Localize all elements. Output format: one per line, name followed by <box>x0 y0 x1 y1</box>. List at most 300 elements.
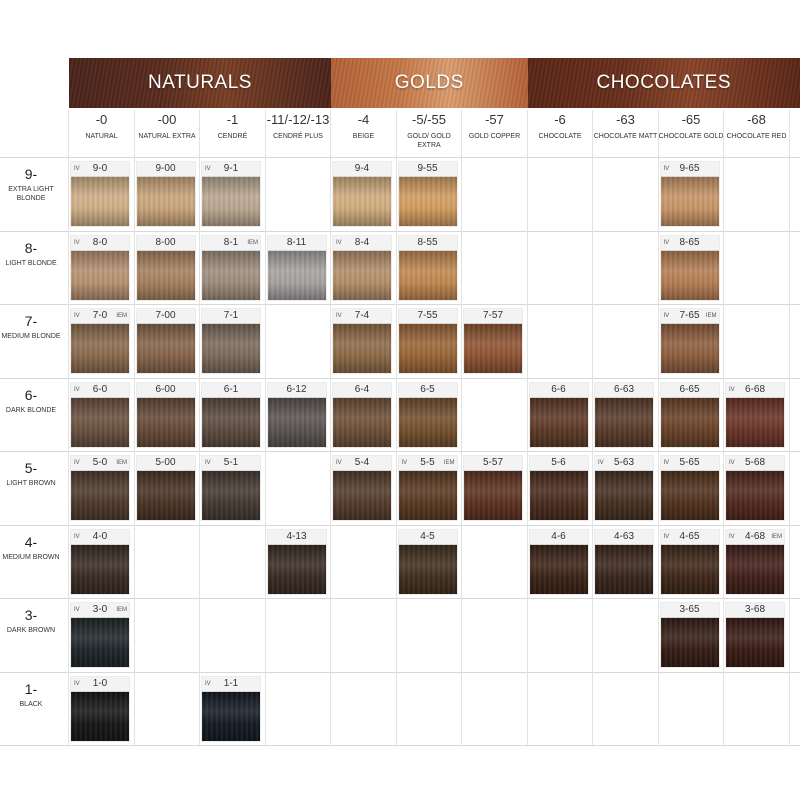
shade-code: 6-5 <box>420 383 435 395</box>
hair-sample <box>137 324 195 373</box>
shade-code: 5-00 <box>155 457 176 468</box>
shade-label <box>71 383 129 398</box>
shade-label <box>661 236 719 251</box>
hair-sample <box>661 398 719 447</box>
column-name: GOLD COPPER <box>468 133 521 140</box>
shade-swatch[interactable] <box>661 603 719 667</box>
iv-badge: IV <box>663 533 670 540</box>
hair-sample <box>268 251 326 300</box>
iv-badge: IV <box>74 239 80 246</box>
hair-sample <box>595 471 653 520</box>
column-divider <box>199 110 200 745</box>
shade-swatch[interactable] <box>399 162 457 226</box>
column-code: -5/-55 <box>412 112 446 127</box>
shade-code: 8-65 <box>679 236 700 248</box>
shade-swatch[interactable] <box>137 236 195 300</box>
hair-sample <box>137 398 195 447</box>
shade-swatch[interactable] <box>595 383 653 447</box>
hair-sample <box>661 618 719 667</box>
shade-code: 3-65 <box>679 604 700 615</box>
column-divider <box>789 110 790 745</box>
shade-label <box>530 383 588 398</box>
shade-label <box>661 530 719 545</box>
shade-swatch[interactable] <box>726 603 784 667</box>
column-code: -4 <box>357 112 370 127</box>
shade-code: 5-68 <box>744 457 765 468</box>
shade-label <box>661 309 719 324</box>
hair-sample <box>202 692 260 741</box>
shade-swatch[interactable] <box>202 383 260 447</box>
shade-code: 6-12 <box>286 383 307 395</box>
hair-sample <box>71 618 129 667</box>
shade-label <box>71 677 129 692</box>
shade-code: 8-55 <box>417 236 438 248</box>
shade-label <box>399 456 457 471</box>
shade-swatch[interactable] <box>71 530 129 594</box>
column-divider <box>723 110 724 745</box>
shade-label <box>333 309 391 324</box>
shade-code: 6-6 <box>551 383 566 395</box>
hair-sample <box>530 545 588 594</box>
hair-sample <box>399 177 457 226</box>
shade-code: 3-0 <box>92 604 108 615</box>
row-divider <box>0 378 800 379</box>
hair-sample <box>71 177 129 226</box>
shade-label <box>268 383 326 398</box>
column-header <box>528 112 593 156</box>
row-level: 9- <box>24 166 38 182</box>
row-header <box>0 240 62 268</box>
shade-code: 4-63 <box>613 530 634 542</box>
shade-swatch[interactable] <box>399 456 457 520</box>
column-name: CHOCOLATE GOLD <box>658 133 724 140</box>
iv-badge: IV <box>74 533 80 540</box>
column-header <box>397 112 462 156</box>
hair-sample <box>71 471 129 520</box>
row-name: MEDIUM BLONDE <box>1 333 61 340</box>
hair-sample <box>661 545 719 594</box>
shade-swatch[interactable] <box>202 677 260 741</box>
shade-swatch[interactable] <box>202 309 260 373</box>
shade-code: 4-65 <box>679 530 700 542</box>
hair-sample <box>399 471 457 520</box>
shade-swatch[interactable] <box>268 383 326 447</box>
shade-swatch[interactable] <box>268 236 326 300</box>
hair-sample <box>530 471 588 520</box>
hair-sample <box>202 177 260 226</box>
iv-badge: IV <box>336 239 342 246</box>
shade-label <box>268 236 326 251</box>
shade-swatch[interactable] <box>530 530 588 594</box>
iv-badge: IV <box>663 239 670 246</box>
hair-sample <box>464 471 522 520</box>
iv-badge: IV <box>401 460 408 466</box>
shade-code: 8-11 <box>286 236 307 248</box>
hair-sample <box>726 545 784 594</box>
shade-label <box>399 309 457 324</box>
shade-swatch[interactable] <box>464 456 522 520</box>
column-header <box>266 112 331 156</box>
column-divider <box>527 110 528 745</box>
shade-label <box>530 530 588 545</box>
shade-code: 6-4 <box>354 383 370 395</box>
row-name: LIGHT BLONDE <box>5 259 57 267</box>
hair-sample <box>661 471 719 520</box>
row-divider <box>0 672 800 673</box>
shade-code: 5-5 <box>420 457 435 468</box>
family-title: CHOCOLATES <box>596 72 731 93</box>
iv-badge: IV <box>205 460 211 466</box>
family-band-naturals <box>69 58 331 108</box>
shade-label <box>202 236 260 251</box>
shade-code: 7-1 <box>223 310 239 321</box>
shade-swatch[interactable] <box>137 162 195 226</box>
shade-label <box>726 456 784 471</box>
shade-swatch[interactable] <box>661 530 719 594</box>
iv-badge: IV <box>74 313 80 319</box>
shade-swatch[interactable] <box>333 383 391 447</box>
row-level: 1- <box>24 680 38 697</box>
iv-badge: IV <box>598 460 604 466</box>
hair-sample <box>661 251 719 300</box>
column-name: GOLD/ GOLD EXTRA <box>407 133 451 149</box>
column-name: CHOCOLATE MATT <box>593 133 658 140</box>
shade-code: 9-65 <box>679 163 700 174</box>
shade-code: 5-6 <box>551 457 566 468</box>
hair-sample <box>137 251 195 300</box>
iv-badge: IV <box>336 313 342 319</box>
column-code: -11/-12/-13 <box>266 112 330 127</box>
shade-code: 7-55 <box>417 310 438 321</box>
shade-label <box>595 530 653 545</box>
shade-label <box>530 456 588 471</box>
iv-badge: IV <box>205 680 211 687</box>
shade-label <box>202 677 260 692</box>
shade-code: 8-0 <box>92 236 108 248</box>
column-header <box>331 112 396 156</box>
shade-swatch[interactable] <box>268 530 326 594</box>
shade-code: 6-0 <box>92 383 108 395</box>
shade-label <box>726 383 784 398</box>
column-name: CENDRÉ <box>217 133 248 140</box>
shade-label <box>71 236 129 251</box>
shade-label <box>137 236 195 251</box>
row-divider <box>0 304 800 305</box>
hair-sample <box>333 324 391 373</box>
shade-label <box>202 456 260 471</box>
column-divider <box>68 110 69 745</box>
shade-swatch[interactable] <box>202 162 260 226</box>
shade-code: 5-65 <box>679 457 700 468</box>
family-band-chocolates <box>528 58 800 108</box>
hair-sample <box>333 177 391 226</box>
shade-label <box>71 456 129 471</box>
iv-badge: IV <box>205 166 211 172</box>
shade-label <box>202 309 260 324</box>
hair-sample <box>71 324 129 373</box>
shade-swatch[interactable] <box>333 162 391 226</box>
shade-label <box>202 383 260 398</box>
column-name: BEIGE <box>352 133 375 140</box>
shade-label <box>399 383 457 398</box>
shade-code: 5-57 <box>482 457 503 468</box>
shade-swatch[interactable] <box>661 456 719 520</box>
row-divider <box>0 745 800 746</box>
row-name: EXTRA LIGHT BLONDE <box>8 186 54 202</box>
hair-sample <box>464 324 522 373</box>
column-code: -65 <box>681 112 701 127</box>
row-name: BLACK <box>19 700 43 708</box>
shade-code: 9-0 <box>92 163 108 174</box>
shade-code: 6-68 <box>744 383 765 395</box>
shade-swatch[interactable] <box>71 236 129 300</box>
row-divider <box>0 598 800 599</box>
shade-code: 9-55 <box>417 163 438 174</box>
shade-code: 6-1 <box>223 383 239 395</box>
shade-label <box>595 456 653 471</box>
shade-code: 9-00 <box>155 163 176 174</box>
hair-sample <box>726 471 784 520</box>
shade-swatch[interactable] <box>71 309 129 373</box>
shade-label <box>399 236 457 251</box>
column-header <box>462 112 527 156</box>
column-code: -63 <box>616 112 635 127</box>
family-title: GOLDS <box>394 72 464 93</box>
hair-sample <box>202 324 260 373</box>
shade-swatch[interactable] <box>333 236 391 300</box>
shade-code: 7-57 <box>482 310 503 321</box>
hair-sample <box>137 471 195 520</box>
shade-swatch[interactable] <box>71 383 129 447</box>
iv-badge: IV <box>663 313 670 319</box>
column-divider <box>265 110 266 745</box>
column-header <box>593 112 658 156</box>
column-code: -6 <box>554 112 566 127</box>
iem-badge: IEM <box>705 313 717 319</box>
iv-badge: IV <box>729 386 735 393</box>
shade-code: 4-68 <box>744 530 765 542</box>
hair-sample <box>71 398 129 447</box>
iv-badge: IV <box>74 680 80 687</box>
shade-label <box>137 456 195 471</box>
shade-swatch[interactable] <box>71 677 129 741</box>
family-band-golds <box>331 58 528 108</box>
row-divider <box>0 231 800 232</box>
shade-swatch[interactable] <box>661 236 719 300</box>
shade-swatch[interactable] <box>399 383 457 447</box>
hair-sample <box>71 545 129 594</box>
shade-swatch[interactable] <box>661 162 719 226</box>
shade-swatch[interactable] <box>399 530 457 594</box>
shade-code: 9-1 <box>223 163 239 174</box>
shade-label <box>71 603 129 618</box>
shade-code: 4-6 <box>551 530 566 542</box>
iv-badge: IV <box>74 166 80 172</box>
shade-label <box>71 530 129 545</box>
family-title: NATURALS <box>148 72 252 93</box>
row-divider <box>0 451 800 452</box>
shade-label <box>71 162 129 177</box>
shade-swatch[interactable] <box>726 456 784 520</box>
iem-badge: IEM <box>771 533 782 540</box>
shade-label <box>268 530 326 545</box>
shade-code: 1-1 <box>223 677 239 689</box>
shade-swatch[interactable] <box>71 162 129 226</box>
column-code: -1 <box>226 112 239 127</box>
shade-swatch[interactable] <box>202 236 260 300</box>
iem-badge: IEM <box>116 313 127 319</box>
row-header <box>0 681 62 709</box>
hair-sample <box>661 177 719 226</box>
column-divider <box>396 110 397 745</box>
iem-badge: IEM <box>443 460 455 466</box>
column-header <box>135 112 200 156</box>
shade-swatch[interactable] <box>661 383 719 447</box>
hair-sample <box>399 324 457 373</box>
shade-code: 3-68 <box>744 604 765 615</box>
shade-code: 7-00 <box>155 310 176 321</box>
column-code: -68 <box>747 112 766 127</box>
hair-sample <box>399 398 457 447</box>
hair-sample <box>530 398 588 447</box>
row-level: 8- <box>24 239 38 256</box>
hair-sample <box>661 324 719 373</box>
shade-label <box>399 162 457 177</box>
row-header <box>0 166 62 203</box>
shade-label <box>661 603 719 618</box>
shade-swatch[interactable] <box>399 236 457 300</box>
shade-swatch[interactable] <box>333 456 391 520</box>
hair-sample <box>71 692 129 741</box>
shade-swatch[interactable] <box>726 530 784 594</box>
row-level: 6- <box>24 386 38 403</box>
hair-sample <box>399 545 457 594</box>
shade-code: 6-00 <box>155 383 176 395</box>
row-header <box>0 607 62 635</box>
hair-sample <box>202 471 260 520</box>
column-divider <box>134 110 135 745</box>
hair-sample <box>333 398 391 447</box>
shade-swatch[interactable] <box>202 456 260 520</box>
shade-label <box>726 603 784 618</box>
hair-sample <box>268 398 326 447</box>
iv-badge: IV <box>663 460 670 466</box>
iv-badge: IV <box>74 460 80 466</box>
shade-label <box>333 236 391 251</box>
row-level: 3- <box>24 607 38 623</box>
hair-sample <box>333 251 391 300</box>
column-header <box>724 112 789 156</box>
column-code: -57 <box>485 112 504 127</box>
shade-label <box>661 456 719 471</box>
shade-code: 5-0 <box>92 457 108 468</box>
shade-swatch[interactable] <box>464 309 522 373</box>
shade-swatch[interactable] <box>530 383 588 447</box>
shade-swatch[interactable] <box>726 383 784 447</box>
iem-badge: IEM <box>116 607 127 613</box>
hair-sample <box>202 398 260 447</box>
shade-swatch[interactable] <box>71 456 129 520</box>
shade-swatch[interactable] <box>137 456 195 520</box>
shade-code: 5-1 <box>223 457 239 468</box>
row-header <box>0 313 62 341</box>
column-name: CENDRÉ PLUS <box>273 133 323 140</box>
column-header <box>69 112 134 156</box>
shade-code: 4-0 <box>92 530 108 542</box>
shade-swatch[interactable] <box>595 530 653 594</box>
shade-label <box>399 530 457 545</box>
shade-label <box>333 162 391 177</box>
shade-code: 8-1 <box>223 236 239 248</box>
column-code: -00 <box>157 112 177 127</box>
shade-label <box>464 456 522 471</box>
hair-sample <box>333 471 391 520</box>
column-divider <box>658 110 659 745</box>
row-divider <box>0 525 800 526</box>
shade-swatch[interactable] <box>137 383 195 447</box>
iv-badge: IV <box>74 386 80 393</box>
shade-swatch[interactable] <box>137 309 195 373</box>
hair-sample <box>399 251 457 300</box>
hair-sample <box>726 398 784 447</box>
shade-label <box>71 309 129 324</box>
row-header <box>0 534 62 562</box>
column-name: CHOCOLATE <box>538 133 582 140</box>
shade-code: 4-13 <box>286 530 307 542</box>
column-name: CHOCOLATE RED <box>726 133 787 140</box>
hair-sample <box>137 177 195 226</box>
iv-badge: IV <box>74 607 80 613</box>
column-header <box>659 112 724 156</box>
iem-badge: IEM <box>247 239 258 246</box>
shade-code: 5-63 <box>613 457 634 468</box>
shade-swatch[interactable] <box>530 456 588 520</box>
shade-code: 7-0 <box>92 310 108 321</box>
shade-swatch[interactable] <box>71 603 129 667</box>
hair-sample <box>268 545 326 594</box>
shade-label <box>137 162 195 177</box>
row-divider <box>0 157 800 158</box>
hair-sample <box>726 618 784 667</box>
column-name: NATURAL <box>85 133 118 140</box>
row-name: DARK BROWN <box>6 627 56 634</box>
row-header <box>0 460 62 488</box>
iv-badge: IV <box>336 460 342 466</box>
shade-label <box>333 383 391 398</box>
shade-swatch[interactable] <box>661 309 719 373</box>
iv-badge: IV <box>729 460 735 466</box>
column-code: -0 <box>95 112 108 127</box>
hair-sample <box>202 251 260 300</box>
shade-swatch[interactable] <box>595 456 653 520</box>
hair-sample <box>71 251 129 300</box>
column-name: NATURAL EXTRA <box>138 133 196 140</box>
shade-code: 4-5 <box>420 530 435 542</box>
row-level: 7- <box>24 313 38 329</box>
column-divider <box>592 110 593 745</box>
shade-label <box>137 383 195 398</box>
shade-label <box>202 162 260 177</box>
shade-code: 8-4 <box>354 236 370 248</box>
row-level: 5- <box>24 460 38 476</box>
shade-label <box>464 309 522 324</box>
column-divider <box>461 110 462 745</box>
shade-swatch[interactable] <box>333 309 391 373</box>
shade-code: 7-4 <box>354 310 370 321</box>
shade-label <box>137 309 195 324</box>
column-header <box>200 112 265 156</box>
shade-swatch[interactable] <box>399 309 457 373</box>
